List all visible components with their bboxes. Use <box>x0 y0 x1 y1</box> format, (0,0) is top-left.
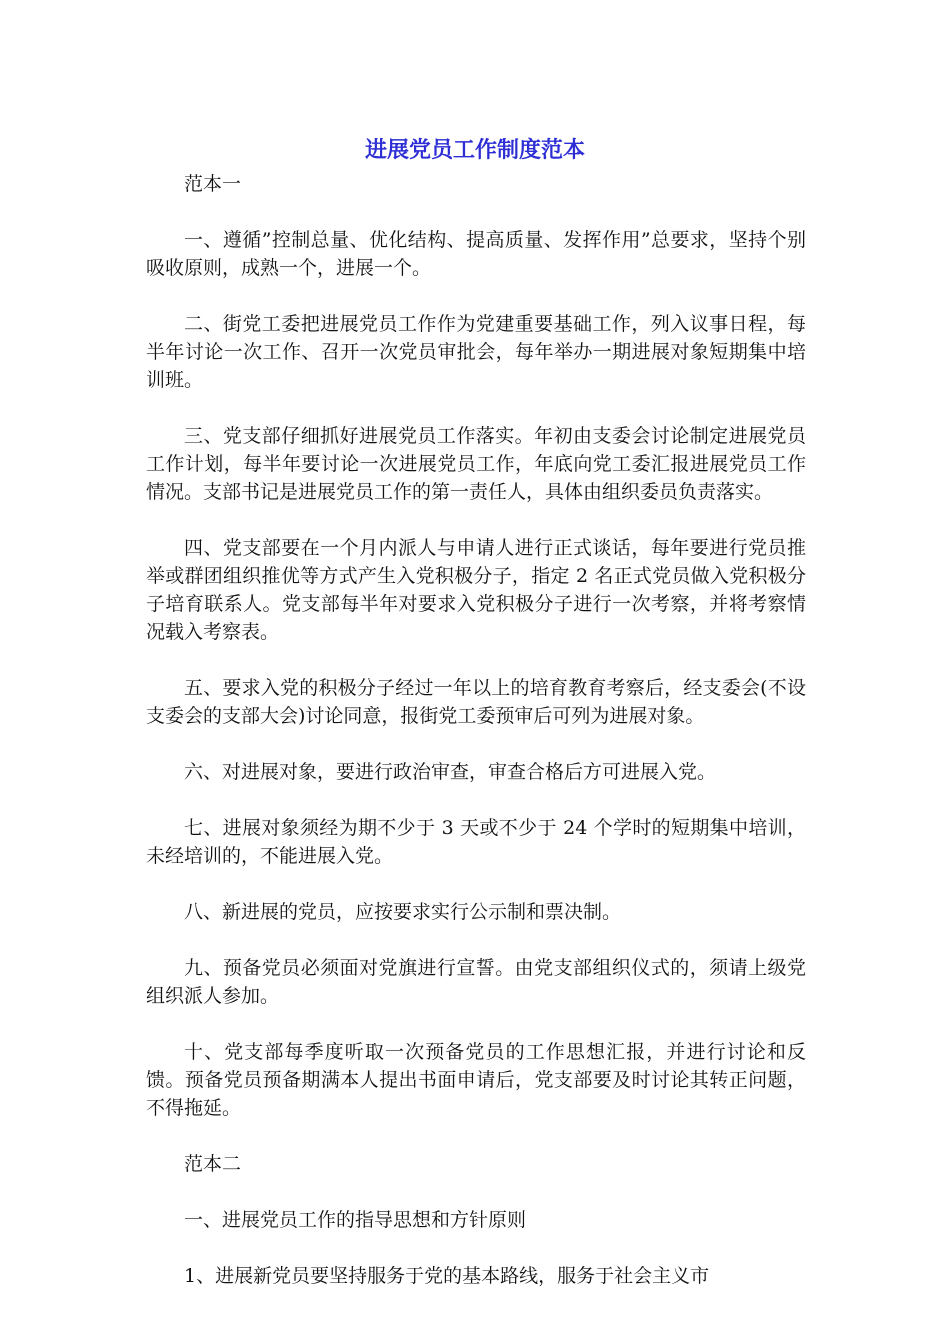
paragraph-7: 七、进展对象须经为期不少于 3 天或不少于 24 个学时的短期集中培训，未经培训的，不能进展入党。 <box>146 817 806 867</box>
paragraph-10: 十、党支部每季度听取一次预备党员的工作思想汇报，并进行讨论和反馈。预备党员预备期满本人提出书面申请后，党支部要及时讨论其转正问题，不得拖延。 <box>146 1041 806 1119</box>
paragraph-template-2-1: 1、进展新党员要坚持服务于党的基本路线，服务于社会主义市 <box>184 1265 710 1287</box>
section-heading-template-2: 范本二 <box>184 1153 242 1175</box>
document-body <box>146 170 806 1290</box>
paragraph-6: 六、对进展对象，要进行政治审查，审查合格后方可进展入党。 <box>184 761 717 783</box>
section-heading-template-1: 范本一 <box>184 173 242 195</box>
paragraph-5: 五、要求入党的积极分子经过一年以上的培育教育考察后，经支委会(不设支委会的支部大会)讨论同意，报街党工委预审后可列为进展对象。 <box>146 677 806 727</box>
paragraph-9: 九、预备党员必须面对党旗进行宣誓。由党支部组织仪式的，须请上级党组织派人参加。 <box>146 957 806 1007</box>
paragraph-1: 一、遵循”控制总量、优化结构、提高质量、发挥作用”总要求，坚持个别吸收原则，成熟一个，进展一个。 <box>146 229 806 279</box>
paragraph-8: 八、新进展的党员，应按要求实行公示制和票决制。 <box>184 901 622 923</box>
paragraph-2: 二、街党工委把进展党员工作作为党建重要基础工作，列入议事日程，每半年讨论一次工作、召开一次党员审批会，每年举办一期进展对象短期集中培训班。 <box>146 313 806 391</box>
document-title: 进展党员工作制度范本 <box>364 138 585 163</box>
paragraph-3: 三、党支部仔细抓好进展党员工作落实。年初由支委会讨论制定进展党员工作计划，每半年要讨论一次进展党员工作，年底向党工委汇报进展党员工作情况。支部书记是进展党员工作的第一责任人，具体由组织委员负责落实。 <box>146 425 806 503</box>
paragraph-4: 四、党支部要在一个月内派人与申请人进行正式谈话，每年要进行党员推举或群团组织推优等方式产生入党积极分子，指定 2 名正式党员做入党积极分子培育联系人。党支部每半年对要求入党积极分子进行一次考察，并将考察情况载入考察表。 <box>146 537 806 643</box>
subsection-heading-1: 一、进展党员工作的指导思想和方针原则 <box>184 1209 527 1231</box>
